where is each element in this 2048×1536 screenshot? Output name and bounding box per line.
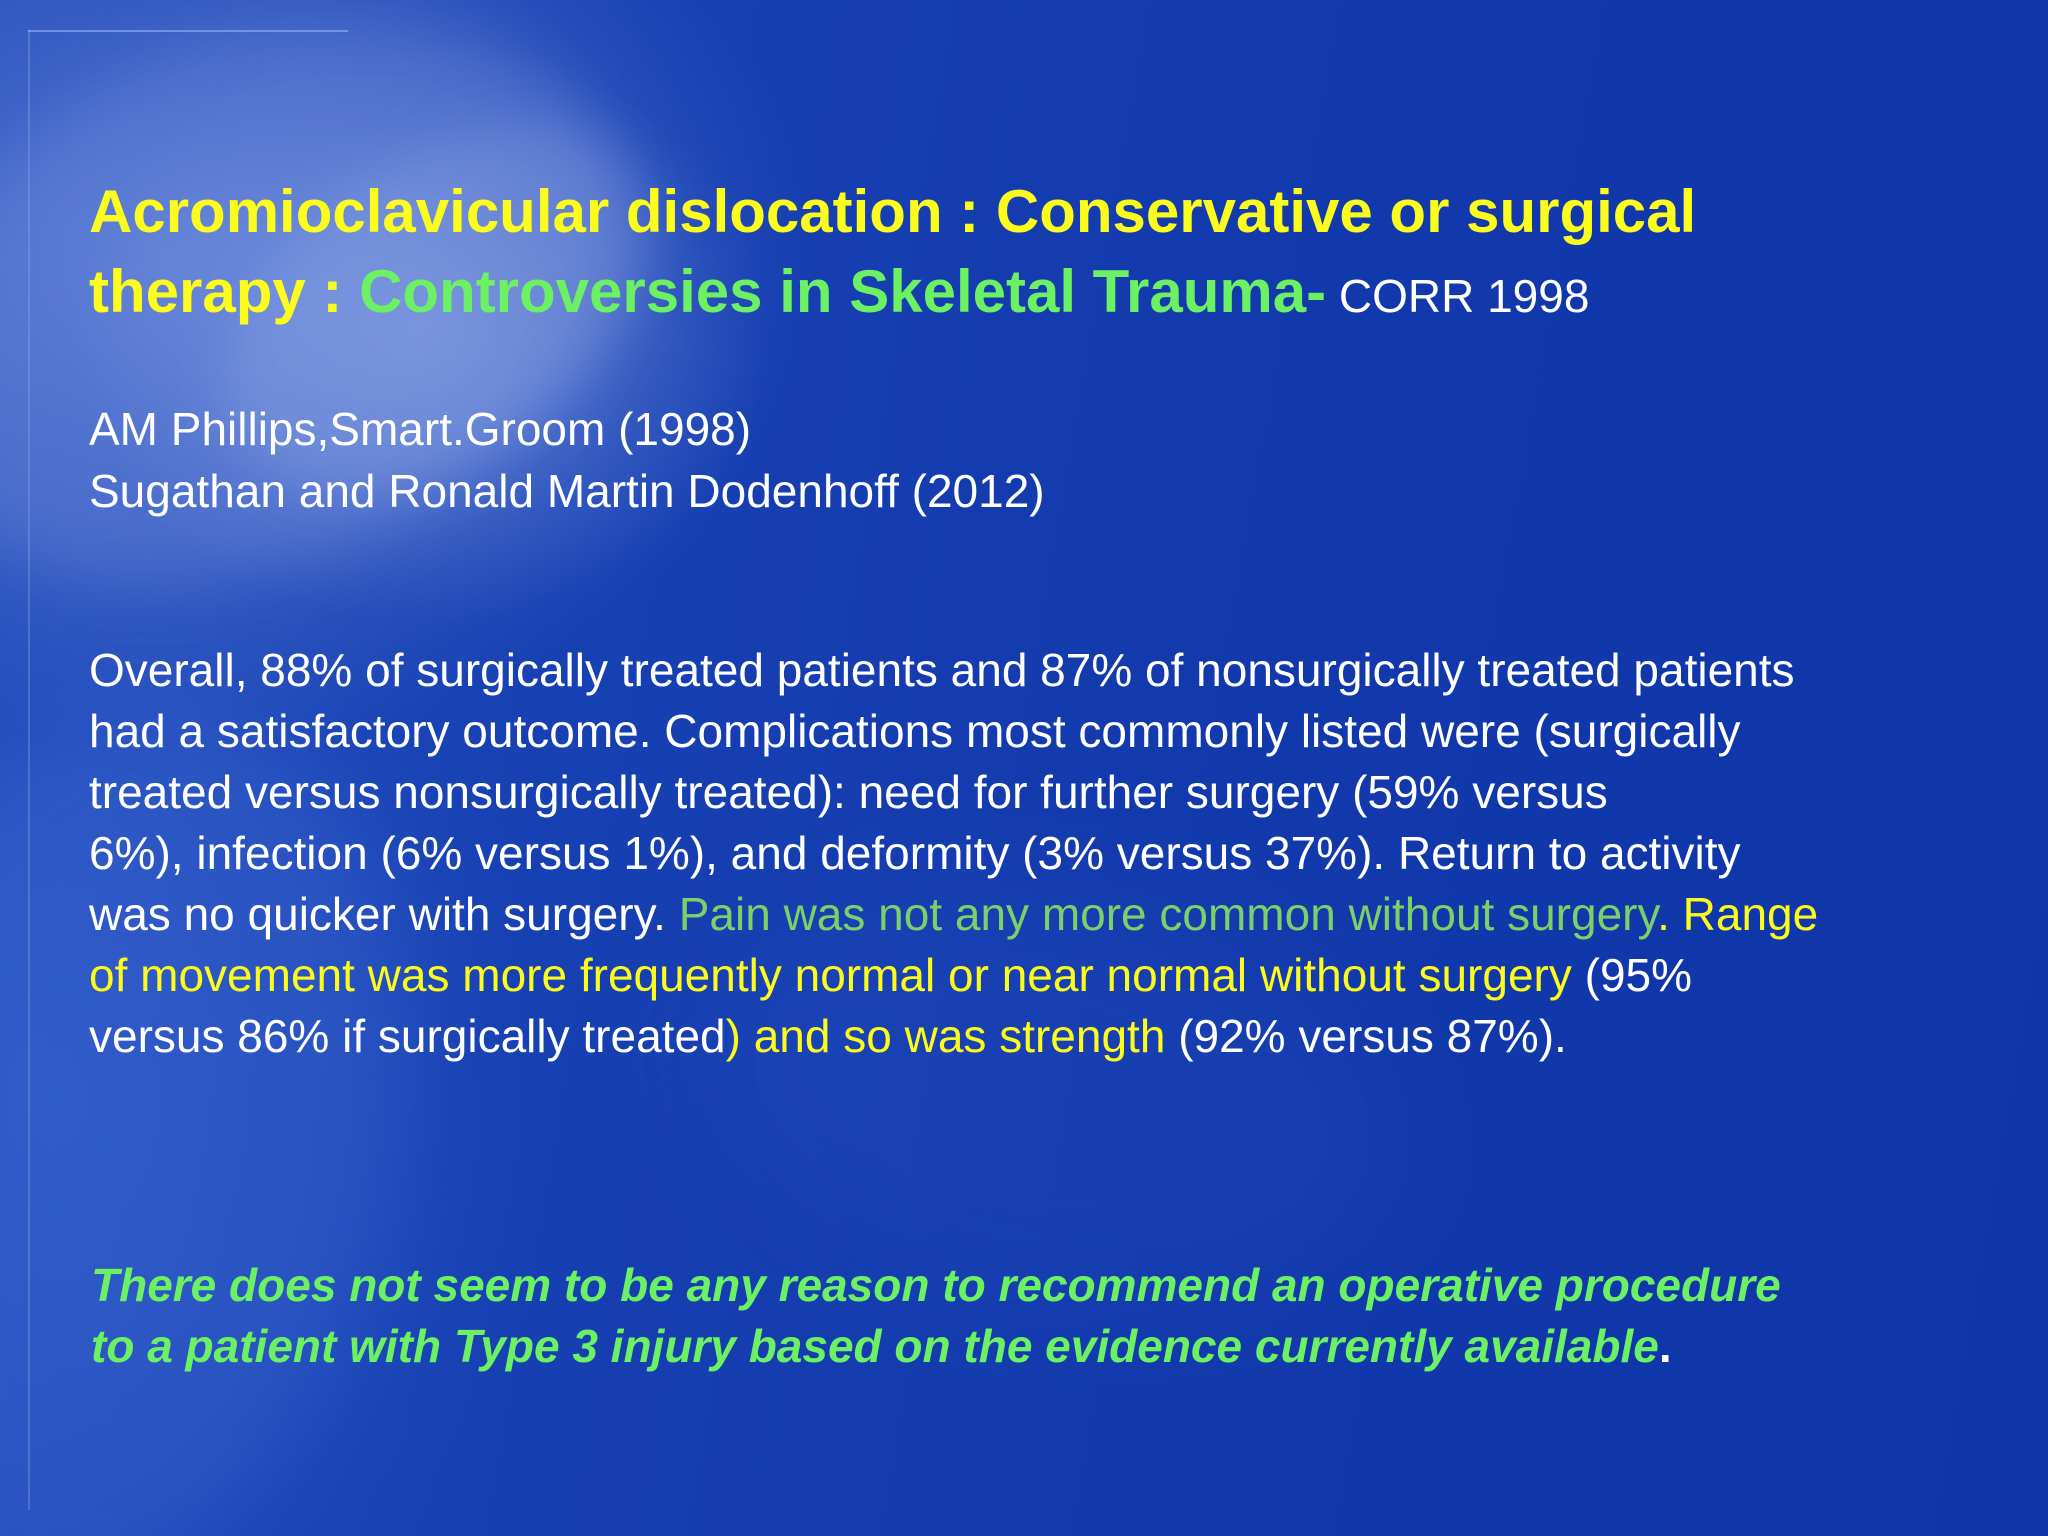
frame-left-line bbox=[28, 30, 30, 1510]
range-highlight: of movement was more frequently normal or near normal without surgery bbox=[89, 949, 1572, 1001]
background-blur-shape bbox=[0, 0, 714, 696]
strength-highlight: ) and so was strength bbox=[725, 1010, 1166, 1062]
pain-highlight: Pain was not any more common without surgery bbox=[678, 888, 1658, 940]
conclusion-line: There does not seem to be any reason to recommend an operative procedure bbox=[91, 1259, 1781, 1311]
findings-line: had a satisfactory outcome. Complications most commonly listed were (surgically bbox=[89, 705, 1741, 757]
findings-line bbox=[89, 1006, 2029, 1067]
title-journal-series: Controversies in Skeletal Trauma- bbox=[359, 258, 1327, 325]
findings-text: (92% versus 87%). bbox=[1165, 1010, 1567, 1062]
slide-title bbox=[89, 172, 2009, 336]
findings-line: 6%), infection (6% versus 1%), and deformity (3% versus 37%). Return to activity bbox=[89, 827, 1741, 879]
authors-block bbox=[89, 398, 1045, 522]
conclusion-period: . bbox=[1658, 1320, 1672, 1372]
title-part-2: therapy : bbox=[89, 258, 360, 325]
frame-top-line bbox=[28, 30, 348, 32]
findings-line bbox=[89, 884, 2029, 945]
range-highlight: . Range bbox=[1657, 888, 1819, 940]
conclusion-line bbox=[91, 1316, 2031, 1377]
conclusion-text: to a patient with Type 3 injury based on the evidence currently available bbox=[91, 1320, 1659, 1372]
findings-paragraph bbox=[89, 640, 2029, 1067]
findings-text: was no quicker with surgery. bbox=[89, 888, 679, 940]
title-citation: CORR 1998 bbox=[1326, 270, 1590, 322]
findings-text: (95% bbox=[1571, 949, 1693, 1001]
findings-line: treated versus nonsurgically treated): need for further surgery (59% versus bbox=[89, 766, 1608, 818]
author-line: AM Phillips,Smart.Groom (1998) bbox=[89, 403, 752, 455]
conclusion-statement bbox=[91, 1255, 2031, 1377]
title-part-1: Acromioclavicular dislocation : Conservative or surgical bbox=[89, 178, 1697, 245]
author-line: Sugathan and Ronald Martin Dodenhoff (2012) bbox=[89, 465, 1045, 517]
findings-line bbox=[89, 945, 2029, 1006]
findings-text: versus 86% if surgically treated bbox=[89, 1010, 726, 1062]
findings-line: Overall, 88% of surgically treated patients and 87% of nonsurgically treated patients bbox=[89, 644, 1795, 696]
